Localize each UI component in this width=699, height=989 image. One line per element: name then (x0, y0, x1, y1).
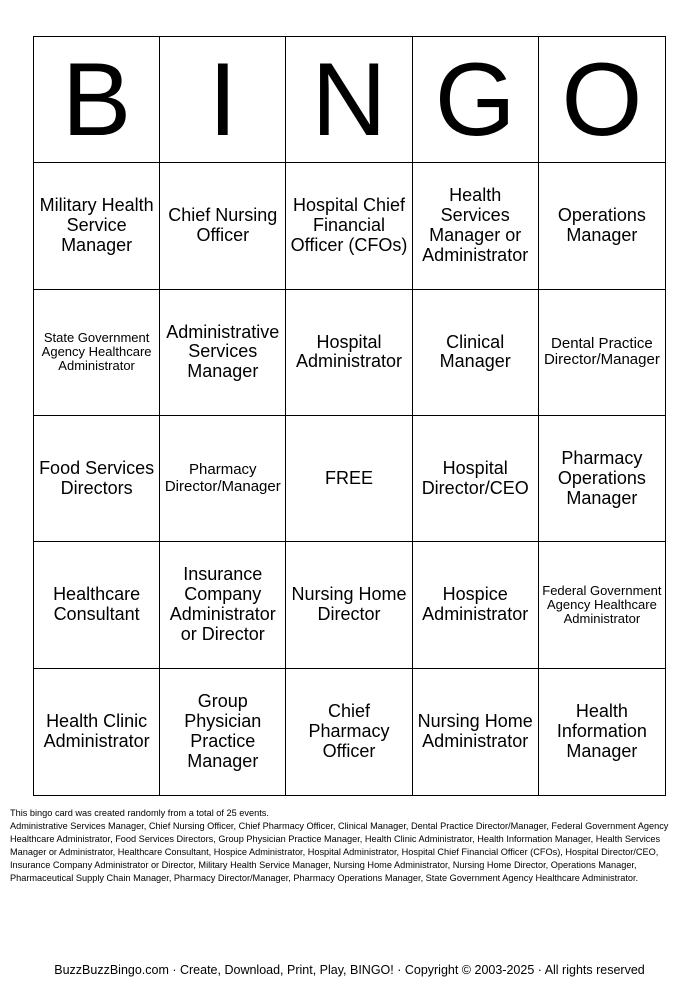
event-list: Administrative Services Manager, Chief Nursing Officer, Chief Pharmacy Officer, Clinical Manager, Dental Practice Director/Manager, Federal Government Agency Healthcare Administrator, Food Services Directors, Group Physician Practice Manager, Health Clinic Administrator, Health Information Manager, Health Services Manager or Administrator, Healthcare Consultant, Hospice Administrator, Hospital Administrator, Hospital Chief Financial Officer (CFOs), Hospital Director/CEO, Insurance Company Administrator or Director, Military Health Service Manager, Nursing Home Administrator, Nursing Home Director, Operations Manager, Pharmaceutical Supply Chain Manager, Pharmacy Director/Manager, Pharmacy Operations Manager, State Government Agency Healthcare Administrator. (10, 821, 669, 883)
bingo-cell: Health Clinic Administrator (34, 669, 160, 795)
bingo-cell: State Government Agency Healthcare Administrator (34, 290, 160, 416)
header-letter-i: I (160, 37, 286, 163)
bingo-cell-free: FREE (286, 416, 412, 542)
header-letter-g: G (413, 37, 539, 163)
bingo-cell: Hospital Director/CEO (413, 416, 539, 542)
bingo-cell: Clinical Manager (413, 290, 539, 416)
bingo-cell: Health Services Manager or Administrator (413, 163, 539, 289)
bingo-cell: Health Information Manager (556, 701, 647, 761)
bingo-cell: Administrative Services Manager (160, 290, 286, 416)
bingo-cell: Military Health Service Manager (34, 163, 160, 289)
bingo-cell: Dental Practice Director/Manager (539, 290, 665, 416)
bingo-cell: Hospital Chief Financial Officer (CFOs) (286, 163, 412, 289)
bingo-cell: Healthcare Consultant (34, 542, 160, 668)
header-letter-n: N (286, 37, 412, 163)
bingo-cell: Pharmacy Director/Manager (160, 416, 286, 542)
bingo-cell: Hospice Administrator (413, 542, 539, 668)
bingo-cell: Operations Manager (539, 163, 665, 289)
bingo-cell: Federal Government Agency Healthcare Administrator (539, 542, 665, 668)
event-list-note (10, 807, 692, 885)
header-letter-b: B (34, 37, 160, 163)
bingo-cell: Insurance Company Administrator or Director (160, 542, 286, 668)
bingo-cell: Nursing Home Administrator (413, 669, 539, 795)
bingo-cell: Nursing Home Director (286, 542, 412, 668)
bingo-cell: Pharmacy Operations Manager (539, 416, 665, 542)
bingo-cell: Hospital Administrator (286, 290, 412, 416)
copyright-credit: BuzzBuzzBingo.com · Create, Download, Print, Play, BINGO! · Copyright © 2003-2025 · All rights reserved (54, 963, 645, 977)
bingo-card (33, 36, 666, 796)
bingo-cell: Group Physician Practice Manager (160, 669, 286, 795)
bingo-cell: Chief Nursing Officer (160, 163, 286, 289)
bingo-cell: Food Services Directors (34, 416, 160, 542)
bingo-cell: Chief Pharmacy Officer (286, 669, 412, 795)
event-list-intro: This bingo card was created randomly from a total of 25 events. (10, 808, 269, 818)
header-letter-o: O (539, 37, 665, 163)
